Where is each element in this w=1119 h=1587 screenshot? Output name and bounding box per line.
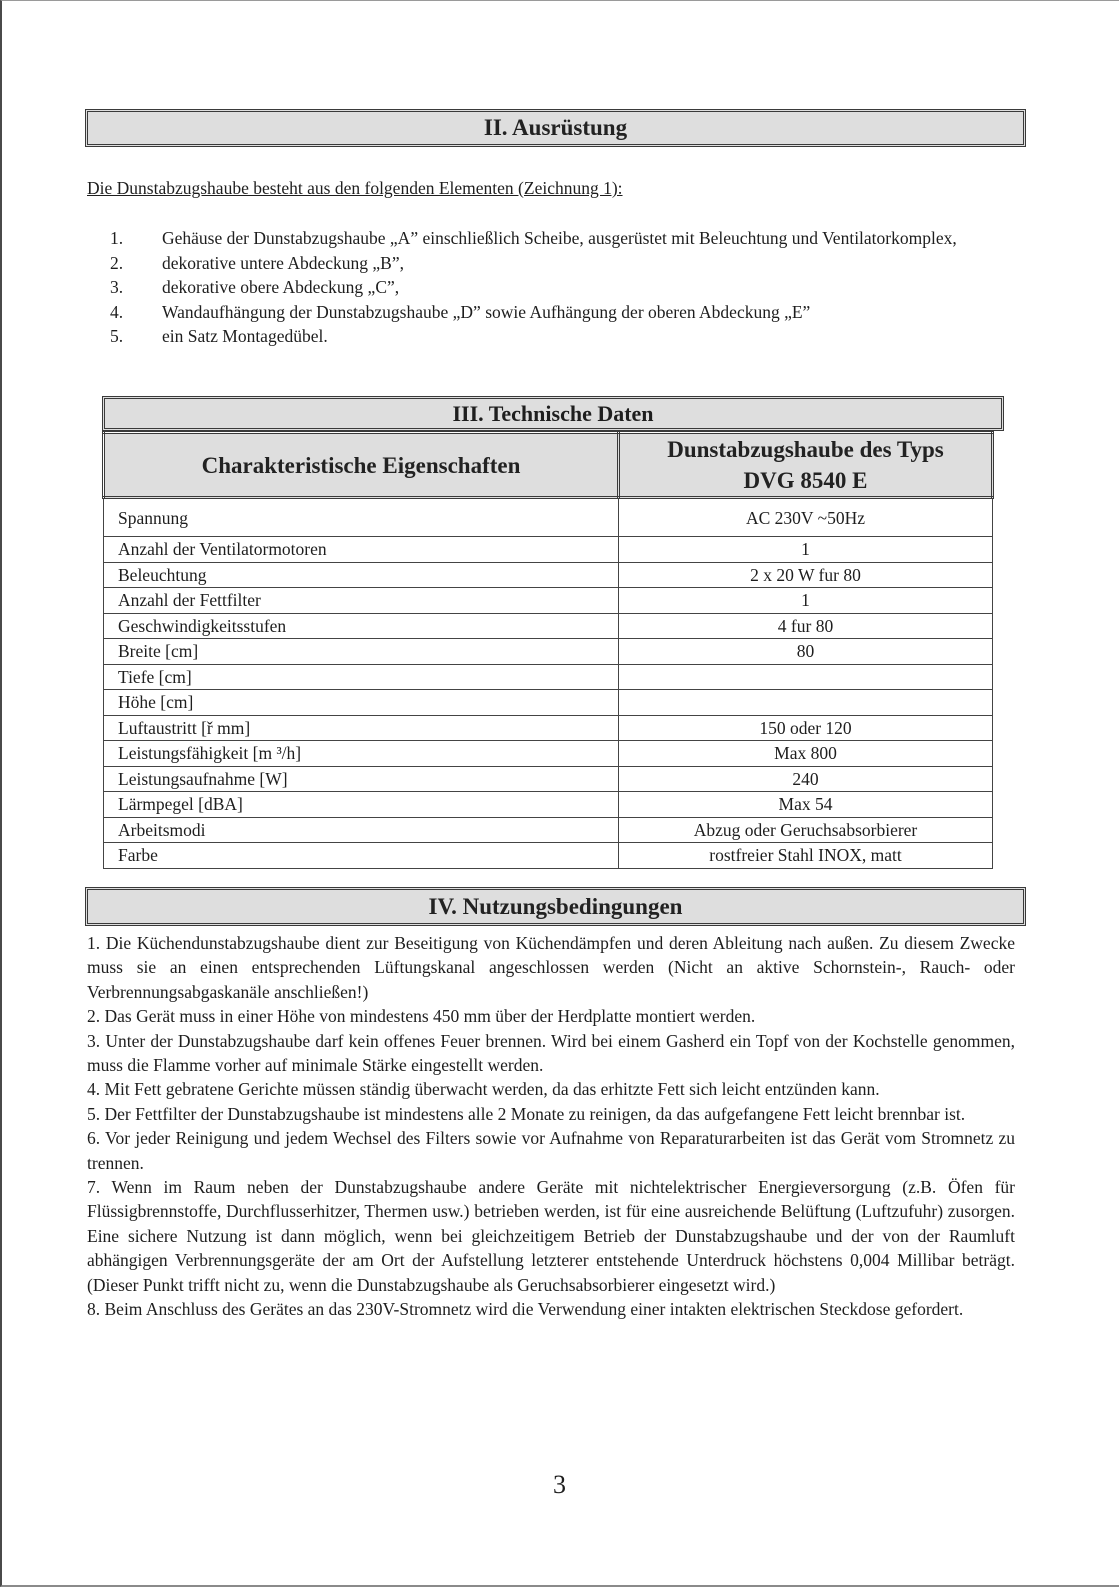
technical-data-section [102, 396, 1004, 869]
list-item [110, 251, 990, 276]
condition-paragraph: 8. Beim Anschluss des Gerätes an das 230V-Stromnetz wird die Verwendung einer intakten elektrischen Steckdose gefordert. [87, 1299, 964, 1320]
table-row [104, 639, 993, 665]
spec-label: Breite [cm] [104, 639, 619, 665]
list-number: 5. [110, 326, 124, 346]
spec-label: Arbeitsmodi [104, 817, 619, 843]
table-row [104, 766, 993, 792]
spec-value: AC 230V ~50Hz [619, 498, 993, 537]
table-row [104, 741, 993, 767]
spec-value [619, 690, 993, 716]
spec-label: Anzahl der Fettfilter [104, 588, 619, 614]
table-row [104, 562, 993, 588]
list-item [110, 300, 990, 325]
table-row [104, 588, 993, 614]
spec-label: Leistungsfähigkeit [m ³/h] [104, 741, 619, 767]
condition-paragraph: 6. Vor jeder Reinigung und jedem Wechsel des Filters sowie vor Aufnahme von Reparaturarbeiten ist das Gerät vom Stromnetz zu trennen. [87, 1128, 1015, 1173]
spec-value: 4 fur 80 [619, 613, 993, 639]
spec-value: 150 oder 120 [619, 715, 993, 741]
spec-value: Max 800 [619, 741, 993, 767]
model-header-line2: DVG 8540 E [743, 468, 868, 493]
list-text: dekorative untere Abdeckung „B”, [162, 252, 404, 273]
table-row [104, 537, 993, 563]
equipment-intro: Die Dunstabzugshaube besteht aus den folgenden Elementen (Zeichnung 1): [87, 178, 623, 198]
list-text: Gehäuse der Dunstabzugshaube „A” einschließlich Scheibe, ausgerüstet mit Beleuchtung und Ventilatorkomplex, [162, 228, 957, 248]
table-row [104, 613, 993, 639]
list-item [110, 275, 990, 300]
spec-label: Luftaustritt [ř mm] [104, 715, 619, 741]
condition-paragraph: 5. Der Fettfilter der Dunstabzugshaube ist mindestens alle 2 Monate zu reinigen, da das aufgefangene Fett leicht brennbar ist. [87, 1103, 966, 1124]
equipment-list [110, 226, 990, 349]
list-text: dekorative obere Abdeckung „C”, [162, 277, 400, 297]
list-number: 4. [110, 301, 124, 322]
condition-paragraph: 2. Das Gerät muss in einer Höhe von mindestens 450 mm über der Herdplatte montiert werden. [87, 1006, 756, 1027]
spec-value: 240 [619, 766, 993, 792]
list-item [110, 324, 990, 349]
table-row [104, 817, 993, 843]
spec-value [619, 664, 993, 690]
section-header-technische-daten: III. Technische Daten [102, 396, 1004, 431]
list-text: Wandaufhängung der Dunstabzugshaube „D” sowie Aufhängung der oberen Abdeckung „E” [162, 301, 811, 322]
model-header-line1: Dunstabzugshaube des Typs [667, 437, 944, 462]
condition-paragraph: 7. Wenn im Raum neben der Dunstabzugshaube andere Geräte mit nichtelektrischer Energieversorgung (z.B. Öfen für Flüssigbrennstoffe, Durchflusserhitzer, Thermen usw.) betrieben werden, ist für eine ausreichende Belüftung (Luftzufuhr) zusorgen. Eine sichere Nutzung ist dann möglich, wenn bei gleichzeitigem Betrieb der Dunstabzugshaube und der von der Raumluft abhängigen Verbrennungsgeräte der am Ort der Aufstellung letzterer entstehende Unterdruck höchstens 0,004 Millibar beträgt. (Dieser Punkt trifft nicht zu, wenn die Dunstabzugshaube als Geruchsabsorbierer eingesetzt wird.) [87, 1177, 1015, 1295]
column-header-model [619, 433, 993, 498]
spec-value: rostfreier Stahl INOX, matt [619, 843, 993, 869]
condition-paragraph: 4. Mit Fett gebratene Gerichte müssen ständig überwacht werden, da das erhitzte Fett sich leicht entzünden kann. [87, 1079, 880, 1100]
spec-label: Leistungsaufnahme [W] [104, 766, 619, 792]
spec-label: Höhe [cm] [104, 690, 619, 716]
list-number: 3. [110, 277, 124, 297]
list-item [110, 226, 990, 251]
spec-table [102, 431, 994, 869]
table-row [104, 498, 993, 537]
spec-label: Beleuchtung [104, 562, 619, 588]
spec-value: Max 54 [619, 792, 993, 818]
spec-label: Geschwindigkeitsstufen [104, 613, 619, 639]
condition-paragraph: 1. Die Küchendunstabzugshaube dient zur Beseitigung von Küchendämpfen und deren Ableitung nach außen. Zu diesem Zwecke muss sie an einen entsprechenden Lüftungskanal angeschlossen werden (Nicht an aktive Schornstein-, Rauch- oder Verbrennungsabgaskanäle anschließen!) [87, 933, 1015, 1002]
spec-label: Farbe [104, 843, 619, 869]
table-header-row [104, 433, 993, 498]
usage-conditions [87, 931, 1015, 1322]
page-number: 3 [553, 1470, 566, 1499]
list-number: 2. [110, 252, 124, 273]
spec-value: 1 [619, 588, 993, 614]
table-row [104, 792, 993, 818]
spec-value: 80 [619, 639, 993, 665]
table-row [104, 664, 993, 690]
spec-label: Lärmpegel [dBA] [104, 792, 619, 818]
table-row [104, 843, 993, 869]
condition-paragraph: 3. Unter der Dunstabzugshaube darf kein offenes Feuer brennen. Wird bei einem Gasherd ein Topf von der Kochstelle genommen, muss die Flamme vorher auf minimale Stärke eingestellt werden. [87, 1030, 1015, 1076]
table-row [104, 690, 993, 716]
spec-value: 2 x 20 W fur 80 [619, 562, 993, 588]
spec-label: Tiefe [cm] [104, 664, 619, 690]
spec-label: Anzahl der Ventilatormotoren [104, 537, 619, 563]
section-header-ausruestung: II. Ausrüstung [85, 109, 1026, 147]
section-header-nutzungsbedingungen: IV. Nutzungsbedingungen [85, 887, 1026, 926]
table-row [104, 715, 993, 741]
spec-label: Spannung [104, 498, 619, 537]
spec-value: Abzug oder Geruchsabsorbierer [619, 817, 993, 843]
list-number: 1. [110, 228, 124, 248]
spec-value: 1 [619, 537, 993, 563]
list-text: ein Satz Montagedübel. [162, 326, 328, 346]
column-header-characteristics: Charakteristische Eigenschaften [104, 433, 619, 498]
